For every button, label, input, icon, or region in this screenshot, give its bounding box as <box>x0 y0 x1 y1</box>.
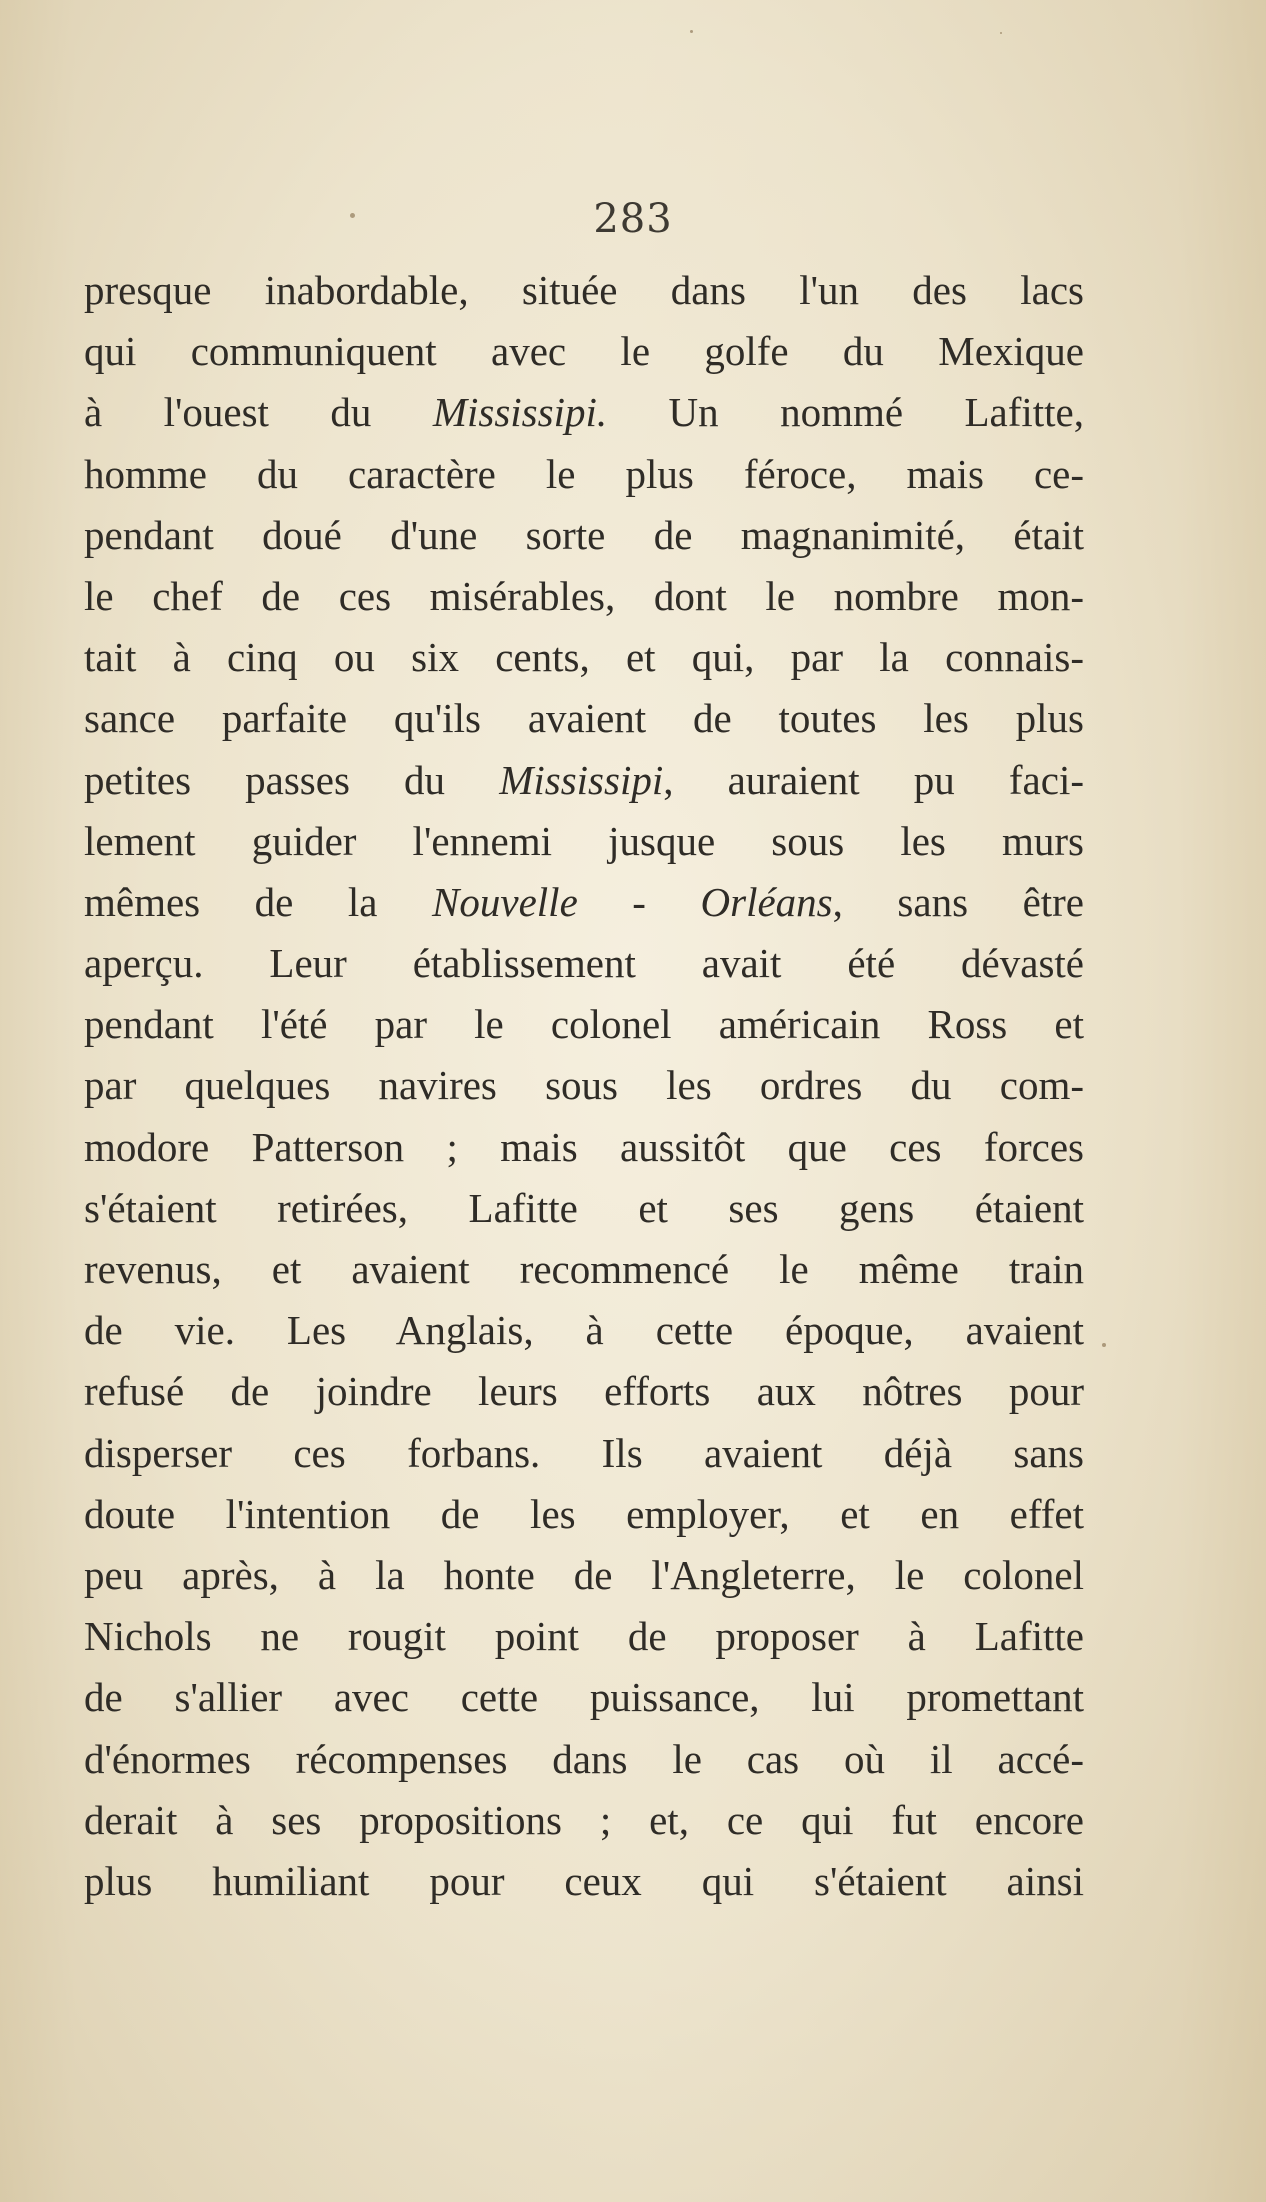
paper-speck <box>1000 32 1002 34</box>
italic-place-name: Nouvelle - Orléans <box>432 878 833 925</box>
text-line: s'étaient retirées, Lafitte et ses gens étaient <box>84 1184 1084 1231</box>
body-text <box>84 260 1084 1912</box>
text-line: par quelques navires sous les ordres du com- <box>84 1062 1084 1109</box>
text-segment: mêmes de la <box>84 878 433 925</box>
text-line: d'énormes récompenses dans le cas où il accé- <box>84 1735 1084 1782</box>
paper-speck <box>1102 1343 1106 1347</box>
text-line: de s'allier avec cette puissance, lui promettant <box>84 1674 1084 1721</box>
italic-place-name: Mississipi. <box>432 389 608 436</box>
text-line: derait à ses propositions ; et, ce qui fut encore <box>84 1796 1084 1843</box>
text-line: plus humiliant pour ceux qui s'étaient ainsi <box>84 1857 1084 1904</box>
text-segment: Un nommé Lafitte, <box>607 389 1084 436</box>
italic-place-name: Mississipi <box>499 756 664 803</box>
text-line: presque inabordable, située dans l'un des lacs <box>84 267 1084 313</box>
text-line: de vie. Les Anglais, à cette époque, avaient <box>84 1307 1084 1354</box>
text-line: homme du caractère le plus féroce, mais ce- <box>84 450 1084 497</box>
text-line: refusé de joindre leurs efforts aux nôtres pour <box>84 1368 1084 1415</box>
text-line: sance parfaite qu'ils avaient de toutes les plus <box>84 695 1084 742</box>
text-line: revenus, et avaient recommencé le même train <box>84 1246 1084 1292</box>
text-line: disperser ces forbans. Ils avaient déjà sans <box>84 1429 1084 1476</box>
text-segment: , sans être <box>832 878 1085 925</box>
text-line: pendant doué d'une sorte de magnanimité, était <box>84 511 1084 558</box>
page-number: 283 <box>593 196 673 242</box>
text-line: doute l'intention de les employer, et en effet <box>84 1490 1084 1537</box>
paper-speck <box>690 30 693 33</box>
text-segment: à l'ouest du <box>84 389 433 436</box>
text-segment: petites passes du <box>84 756 500 803</box>
text-line: lement guider l'ennemi jusque sous les murs <box>84 817 1084 864</box>
text-line: qui communiquent avec le golfe du Mexique <box>84 328 1084 375</box>
text-line <box>84 872 1084 933</box>
text-line: Nichols ne rougit point de proposer à Lafitte <box>84 1613 1084 1660</box>
text-line: modore Patterson ; mais aussitôt que ces forces <box>84 1123 1084 1170</box>
text-line: aperçu. Leur établissement avait été dévasté <box>84 940 1084 987</box>
text-line <box>84 750 1084 811</box>
text-line: tait à cinq ou six cents, et qui, par la connais- <box>84 634 1084 681</box>
text-segment: , auraient pu faci- <box>663 756 1084 803</box>
text-line: peu après, à la honte de l'Angleterre, le colonel <box>84 1551 1084 1598</box>
text-line: pendant l'été par le colonel américain Ross et <box>84 1001 1084 1048</box>
text-line: le chef de ces misérables, dont le nombre mon- <box>84 572 1084 619</box>
text-line <box>84 382 1084 443</box>
